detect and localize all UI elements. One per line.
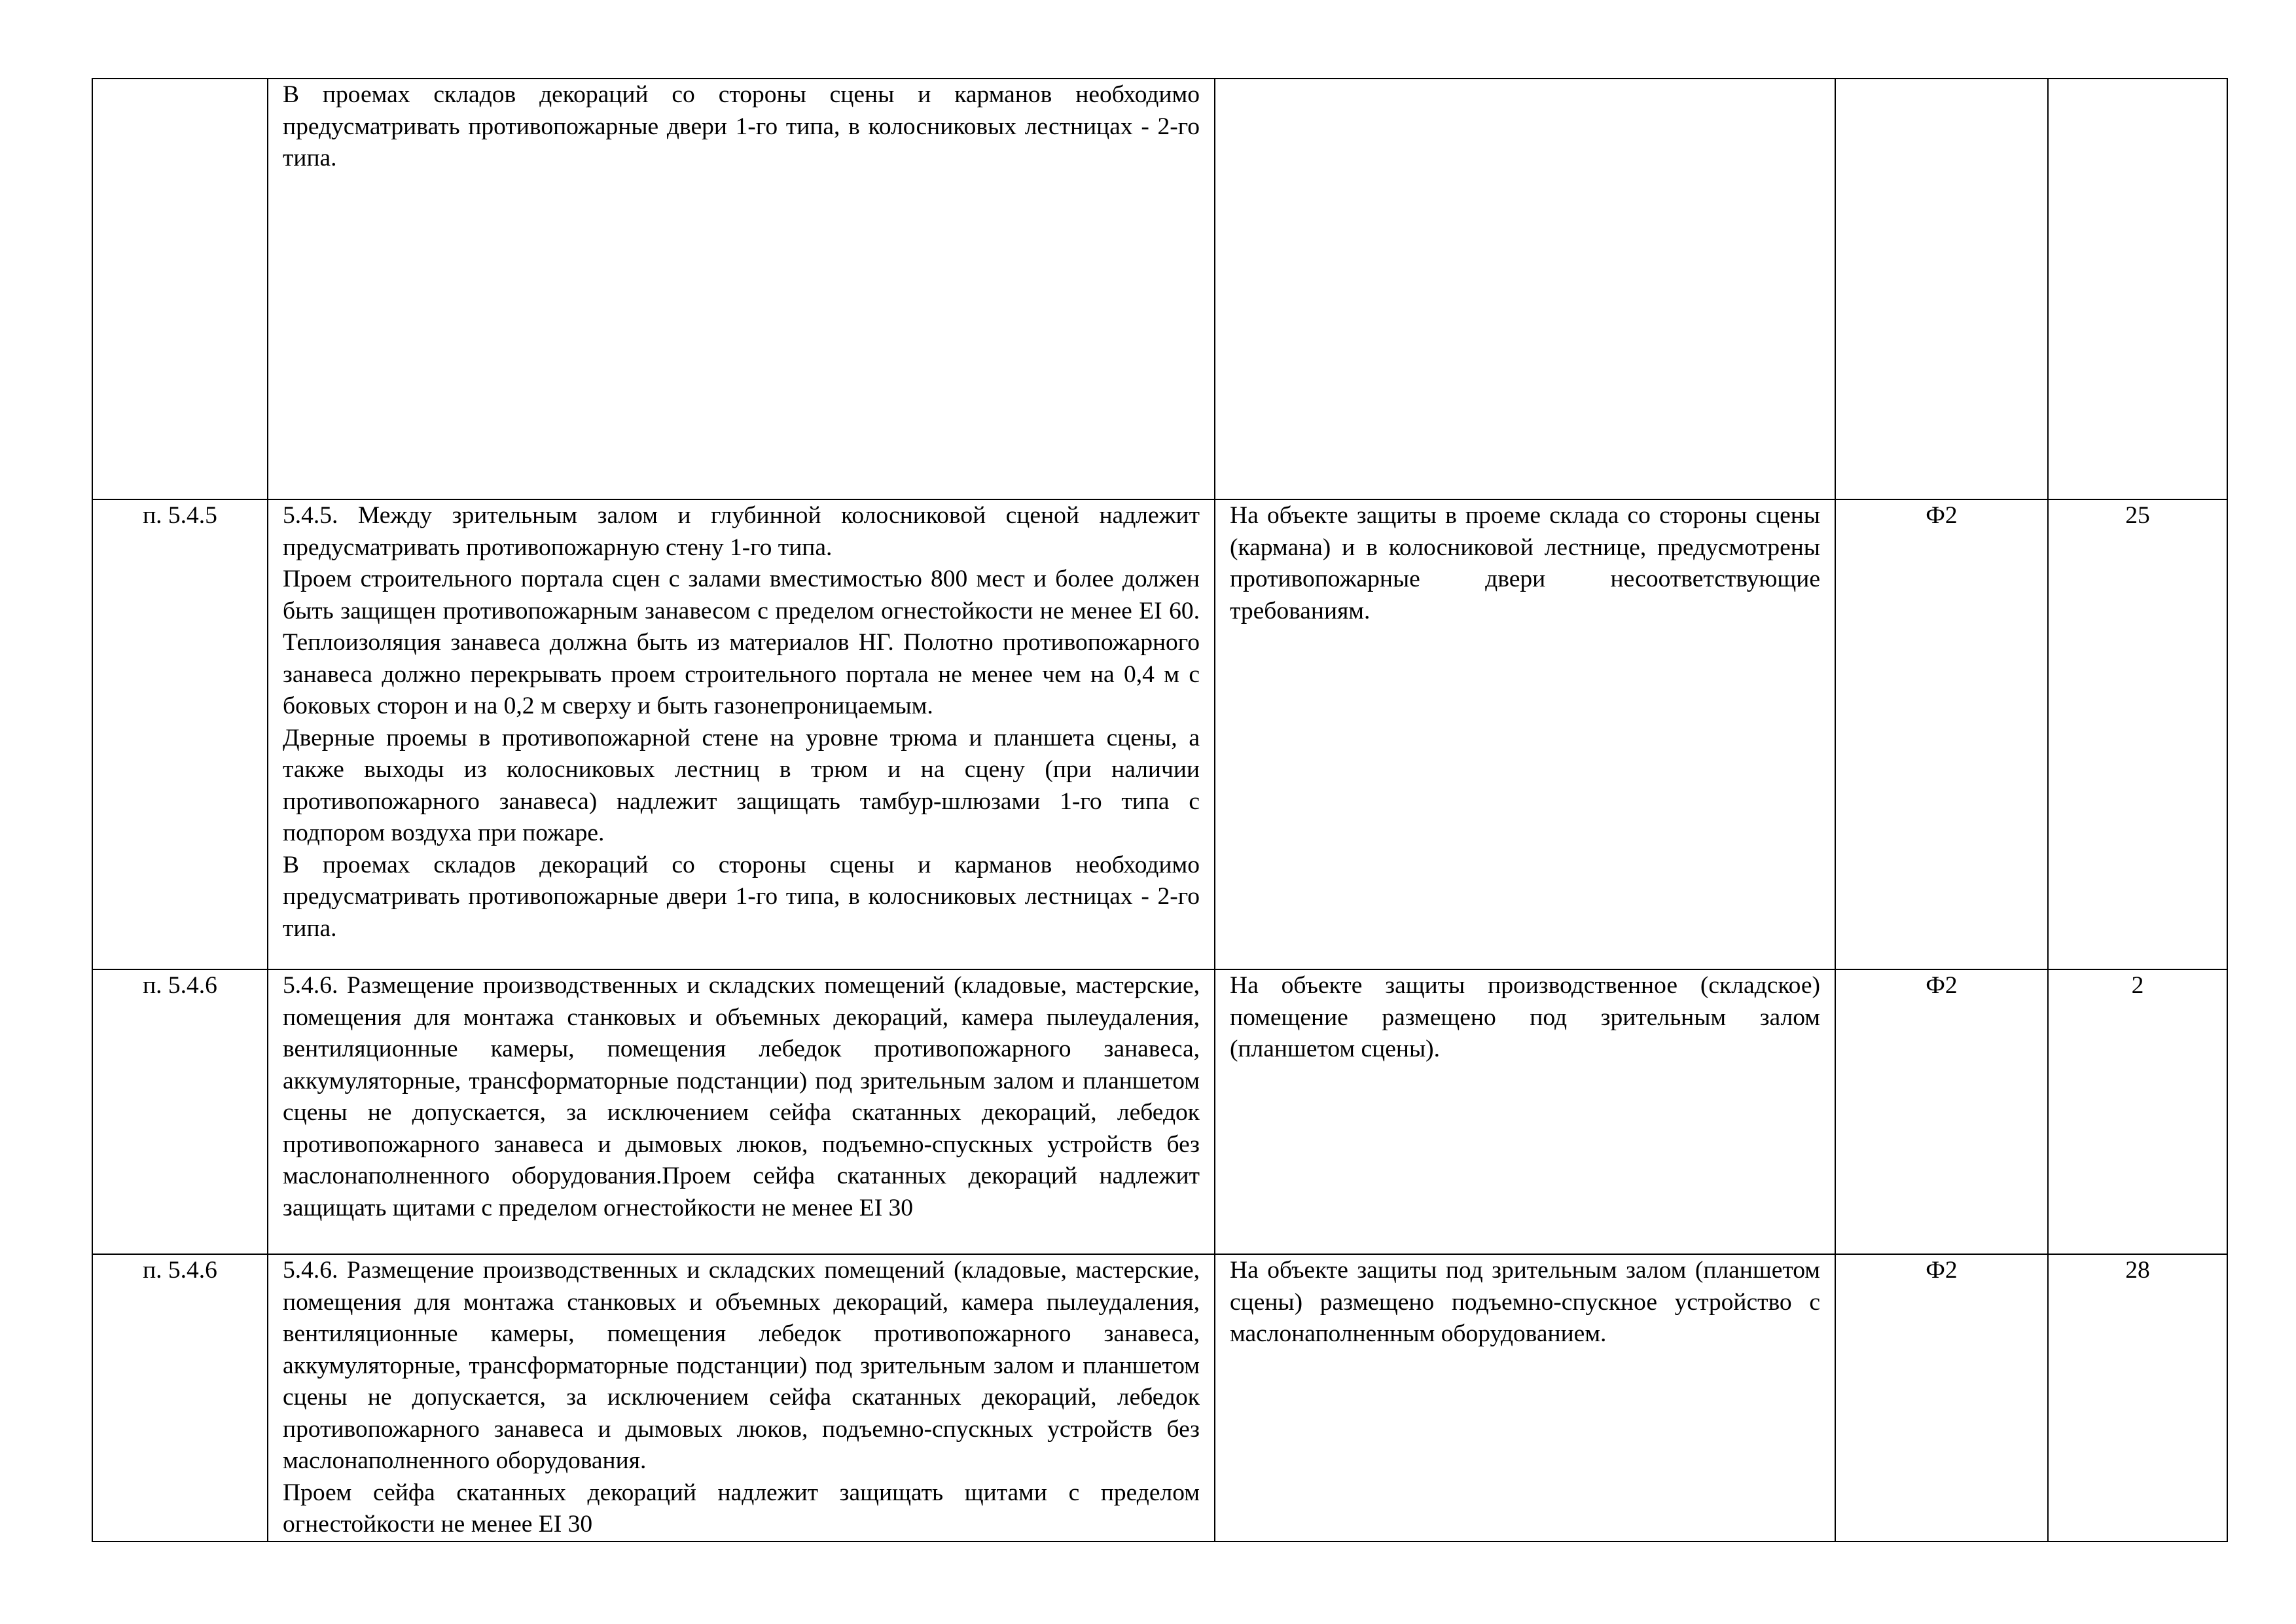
law-code-cell: Ф2: [1835, 1254, 2048, 1542]
requirement-paragraph: 5.4.6. Размещение производственных и складских помещений (кладовые, мастерские, помещения для монтажа станковых и объемных декораций, камера пылеудаления, вентиляционные камеры, помещения лебедок противопожарного занавеса, аккумуляторные, трансформаторные подстанции) под зрительным залом и планшетом сцены не допускается, за исключением сейфа скатанных декораций, лебедок противопожарного занавеса и дымовых люков, подъемно-спускных устройств без маслонаполненного оборудования.: [283, 1257, 1200, 1474]
requirement-paragraph: В проемах складов декораций со стороны сцены и карманов необходимо предусматривать противопожарные двери 1-го типа, в колосниковых лестницах - 2-го типа.: [283, 851, 1200, 942]
table-row: [92, 969, 2227, 1254]
requirement-paragraph: Дверные проемы в противопожарной стене на уровне трюма и планшета сцены, а также выходы из колосниковых лестниц в трюм и на сцену (при наличии противопожарного занавеса) надлежит защищать тамбур-шлюзами 1-го типа с подпором воздуха при пожаре.: [283, 724, 1200, 846]
requirement-text-cell: [268, 499, 1215, 969]
requirement-paragraph: Проем строительного портала сцен с залами вместимостью 800 мест и более должен быть защищен противопожарным занавесом с пределом огнестойкости не менее EI 60. Теплоизоляция занавеса должна быть из материалов НГ. Полотно противопожарного занавеса должно перекрывать проем строительного портала не менее чем на 0,4 м с боковых сторон и на 0,2 м сверху и быть газонепроницаемым.: [283, 566, 1200, 719]
law-code-cell: Ф2: [1835, 499, 2048, 969]
violation-description-cell: На объекте защиты производственное (складское) помещение размещено под зрительным залом (планшетом сцены).: [1215, 969, 1835, 1254]
item-number-cell: [2048, 79, 2227, 499]
requirement-paragraph: 5.4.6. Размещение производственных и складских помещений (кладовые, мастерские, помещения для монтажа станковых и объемных декораций, камера пылеудаления, вентиляционные камеры, помещения лебедок противопожарного занавеса, аккумуляторные, трансформаторные подстанции) под зрительным залом и планшетом сцены не допускается, за исключением сейфа скатанных декораций, лебедок противопожарного занавеса и дымовых люков, подъемно-спускных устройств без маслонаполненного оборудования.Проем сейфа скатанных декораций надлежит защищать щитами с пределом огнестойкости не менее EI 30: [283, 972, 1200, 1221]
requirement-text-cell: [268, 1254, 1215, 1542]
law-code-cell: Ф2: [1835, 969, 2048, 1254]
norm-reference-cell: [92, 79, 268, 499]
norm-reference-cell: п. 5.4.6: [92, 969, 268, 1254]
norm-reference-cell: п. 5.4.6: [92, 1254, 268, 1542]
violation-description-cell: [1215, 79, 1835, 499]
violation-description-cell: На объекте защиты в проеме склада со стороны сцены (кармана) и в колосниковой лестнице, предусмотрены противопожарные двери несоответствующие требованиям.: [1215, 499, 1835, 969]
table-row: [92, 79, 2227, 499]
requirement-text-cell: [268, 79, 1215, 499]
requirement-paragraph: 5.4.5. Между зрительным залом и глубинной колосниковой сценой надлежит предусматривать противопожарную стену 1-го типа.: [283, 502, 1200, 561]
item-number-cell: 28: [2048, 1254, 2227, 1542]
violation-description-cell: На объекте защиты под зрительным залом (планшетом сцены) размещено подъемно-спускное устройство с маслонаполненным оборудованием.: [1215, 1254, 1835, 1542]
requirement-paragraph: Проем сейфа скатанных декораций надлежит защищать щитами с пределом огнестойкости не менее EI 30: [283, 1479, 1200, 1538]
table-row: [92, 1254, 2227, 1542]
requirement-paragraph: В проемах складов декораций со стороны сцены и карманов необходимо предусматривать противопожарные двери 1-го типа, в колосниковых лестницах - 2-го типа.: [283, 81, 1200, 171]
item-number-cell: 25: [2048, 499, 2227, 969]
requirements-table: [92, 78, 2228, 1542]
requirement-text-cell: [268, 969, 1215, 1254]
law-code-cell: [1835, 79, 2048, 499]
item-number-cell: 2: [2048, 969, 2227, 1254]
norm-reference-cell: п. 5.4.5: [92, 499, 268, 969]
table-row: [92, 499, 2227, 969]
